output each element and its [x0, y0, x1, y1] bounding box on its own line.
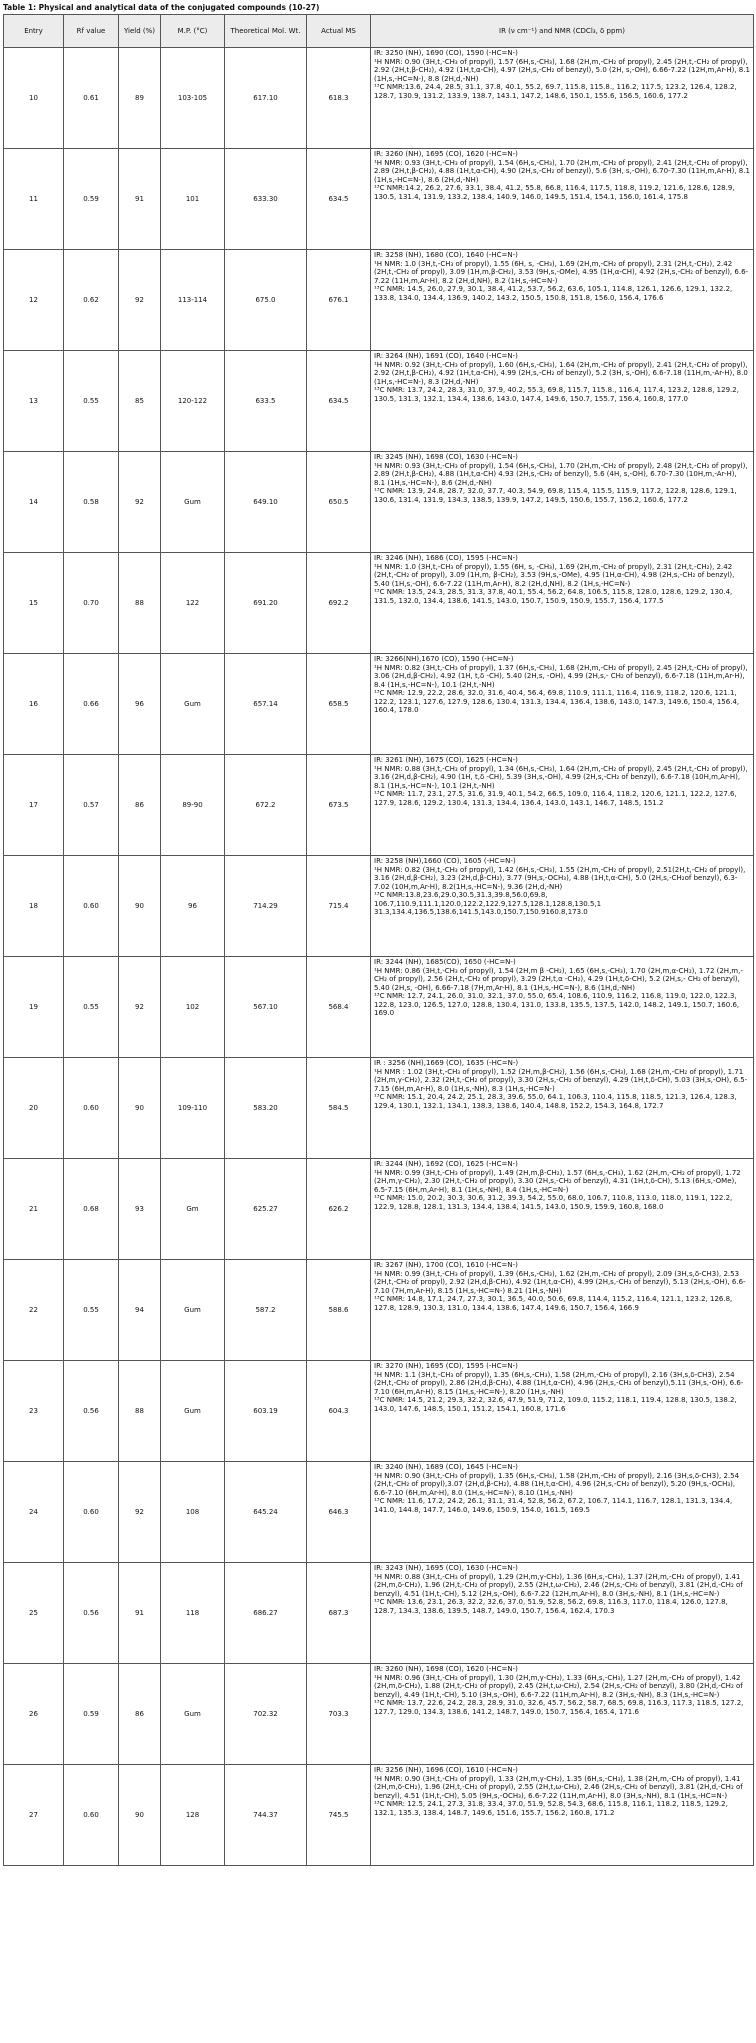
yield-cell: 85	[119, 351, 161, 452]
h-nmr-text: ¹H NMR: 0.90 (3H,t,-CH₃ of propyl), 1.35 (6H,s,-CH₃), 1.58 (2H,m,-CH₂ of propyl), 2.16 (3H,s,δ-CH3), 2.54 (2H,t,-CH₂ of propyl),3.07 (2H,d,β-CH₂), 4.88 (1H,t,α-CH), 4.96 (2H,s,-CH₂ of benzyl), 5.20 (9H,s,-OCH₃), 6.6-7.10 (6H,m,Ar-H), 8.0 (1H,s,-HC=N-), 8.10 (1H,s,-NH)	[374, 1471, 740, 1497]
yield-cell: 92	[119, 452, 161, 553]
ir-text: IR: 3244 (NH), 1685(CO), 1650 (-HC=N-)	[374, 958, 516, 966]
mol-wt-cell: 702.32	[225, 1664, 307, 1765]
actual-ms-cell: 646.3	[307, 1462, 371, 1563]
ir-text: IR: 3258 (NH),1660 (CO), 1605 (-HC=N-)	[374, 857, 516, 865]
actual-ms-cell: 618.3	[307, 48, 371, 149]
h-nmr-text: ¹H NMR: 0.92 (3H,t,-CH₃ of propyl), 1.60 (6H,s,-CH₃), 1.64 (2H,m,-CH₂ of propyl), 2.41 (2H,t,-CH₂ of propyl), 2.92 (2H,t,β-CH₂), 4.92 (1H,t,α-CH), 4.99 (2H,s,-CH₂ of benzyl), 5.2 (3H, s,-OH), 6.6-7.18 (11H,m,-Ar-H), 8.0 (1H,s,-HC=N-), 8.3 (2H,d,-NH)	[374, 360, 748, 386]
table-row	[4, 452, 754, 553]
ir-text: IR: 3266(NH),1670 (CO), 1590 (-HC=N-)	[374, 655, 514, 663]
h-nmr-text: ¹H NMR: 0.86 (3H,t,-CH₃ of propyl), 1.54 (2H,m β -CH₂), 1.65 (6H,s,-CH₃), 1.70 (2H,m,α-CH₂), 1.72 (2H,m,-CH₂ of propyl), 2.56 (2H,t,-CH₂ of propyl), 3.29 (2H,t,α -CH₂), 4.29 (1H,t,δ-CH), 5.2 (2H,s,- CH₂ of benzyl), 5.40 (2H,s, -OH), 6.66-7.18 (7H,m,Ar-H), 8.1 (1H,s,-HC=N-), 8.6 (1H,d,-NH)	[374, 966, 743, 992]
c13-nmr-text: ¹³C NMR: 12.9, 22.2, 28.6, 32.0, 31.6, 40.4, 56.4, 69.8, 110.9, 111.1, 116.4, 116.9, 118.2, 120.6, 121.1, 122.2, 123.1, 127.6, 127.9, 128.6, 130.4, 131.3, 134.4, 136.4, 138.6, 143.0, 147.3, 149.6, 150.4, 156.4, 160.4, 178.0	[374, 689, 740, 714]
c13-nmr-text: ¹³C NMR: 15.1, 20.4, 24.2, 25.1, 28.3, 39.6, 55.0, 64.1, 106.3, 110.4, 115.8, 118.5, 121.3, 126.4, 128.3, 129.4, 130.1, 132.1, 134.1, 138.3, 138.6, 140.4, 148.8, 152.2, 154.3, 164.8, 172.7	[374, 1093, 737, 1110]
h-nmr-text: ¹H NMR: 0.90 (3H,t,-CH₃ of propyl), 1.33 (2H,m,γ-CH₂), 1.35 (6H,s,-CH₃), 1.38 (2H,m,-CH₂ of propyl), 1.41 (2H,m,δ-CH₂), 1.96 (2H,t,-CH₂ of propyl), 2.55 (2H,t,ω-CH₂), 2.46 (2H,s,-CH₂ of benzyl), 3.81 (2H,d,-CH₂ of benzyl), 4.51 (1H,t,-CH), 5.05 (9H,s,-OCH₃), 6.6-7.22 (11H,m,Ar-H), 8.0 (3H,s,-NH), 8.1 (1H,s,-HC=N-)	[374, 1774, 743, 1800]
entry-cell: 22	[4, 1260, 64, 1361]
entry-cell: 12	[4, 250, 64, 351]
table-row	[4, 755, 754, 856]
h-nmr-text: ¹H NMR: 0.93 (3H,t,-CH₃ of propyl), 1.54 (6H,s,-CH₃), 1.70 (2H,m,-CH₂ of propyl), 2.41 (2H,t,-CH₂ of propyl), 2.89 (2H,t,β-CH₂), 4.88 (1H,t,α-CH), 4.90 (2H,s,-CH₂ of benzyl), 5.6 (3H, s,-OH), 6.70-7.30 (11H,m,Ar-H), 8.1 (1H,s,-HC=N-), 8.6 (2H,d,-NH)	[374, 158, 750, 184]
spectra-cell	[371, 351, 754, 452]
mol-wt-cell: 583.20	[225, 1058, 307, 1159]
yield-cell: 88	[119, 553, 161, 654]
actual-ms-cell: 634.5	[307, 351, 371, 452]
h-nmr-text: ¹H NMR: 0.93 (3H,t,-CH₃ of propyl), 1.54 (6H,s,-CH₃), 1.70 (2H,m,-CH₂ of propyl), 2.48 (2H,t,-CH₂ of propyl), 2.89 (2H,t,β-CH₂), 4.88 (1H,t,α-CH) 4.93 (2H,s,-CH₂ of benzyl), 5.6 (4H, s,-OH), 6.70-7.30 (10H,m,-Ar-H), 8.1 (1H,s,-HC=N-), 8.6 (2H,d,-NH)	[374, 461, 748, 487]
yield-cell: 96	[119, 654, 161, 755]
mp-cell: Gm	[161, 1159, 225, 1260]
table-row	[4, 856, 754, 957]
rf-cell: 0.56	[64, 1563, 119, 1664]
spectra-cell	[371, 250, 754, 351]
c13-nmr-text: ¹³C NMR: 13.7, 22.6, 24.2, 28.3, 28.9, 31.0, 32.6, 45.7, 56.2, 58.7, 68.5, 69.8, 116.3, 117.3, 118.5, 127.2, 127.7, 129.0, 134.3, 138.6, 141.2, 148.7, 149.0, 150.7, 156.4, 165.4, 171.6	[374, 1699, 744, 1716]
spectra-cell	[371, 149, 754, 250]
c13-nmr-text: ¹³C NMR:13.6, 24.4, 28.5, 31.1, 37.8, 40.1, 55.2, 69.7, 115.8, 115.8., 116.2, 117.5, 123.2, 126.4, 128.2, 128.7, 130.9, 131.2, 133.9, 138.7, 143.1, 147.2, 148.6, 150.1, 155.6, 156.5, 160.6, 177.2	[374, 83, 737, 100]
actual-ms-cell: 745.5	[307, 1765, 371, 1866]
mp-cell: 109-110	[161, 1058, 225, 1159]
mol-wt-cell: 587.2	[225, 1260, 307, 1361]
yield-cell: 93	[119, 1159, 161, 1260]
h-nmr-text: ¹H NMR: 0.99 (3H,t,-CH₃ of propyl), 1.49 (2H,m,β-CH₂), 1.57 (6H,s,-CH₃), 1.62 (2H,m,-CH₂ of propyl), 1.72 (2H,m,γ-CH₂), 2.30 (2H,t,-CH₂ of propyl), 3.30 (2H,s,-CH₂ of benzyl), 4.31 (1H,t,δ-CH), 5.13 (6H,s,-OMe), 6.5-7.15 (6H,m,Ar-H), 8.1 (1H,s,-NH), 8.4 (1H,s,-HC=N-)	[374, 1168, 741, 1194]
ir-text: IR: 3260 (NH), 1695 (CO), 1620 (-HC=N-)	[374, 150, 518, 158]
header-mp: M.P. (°C)	[161, 15, 225, 48]
entry-cell: 20	[4, 1058, 64, 1159]
mp-cell: 122	[161, 553, 225, 654]
h-nmr-text: ¹H NMR: 1.1 (3H,t,-CH₃ of propyl), 1.35 (6H,s,-CH₃), 1.58 (2H,m,-CH₂ of propyl), 2.16 (3H,s,δ-CH3), 2.54 (2H,t,-CH₂ of propyl), 2.86 (2H,d,β-CH₂), 4.88 (1H,t,α-CH), 4.96 (2H,s,-CH₂ of benzyl),5.11 (3H,s,-OH), 6.6-7.10 (6H,m,Ar-H), 8.15 (1H,s,-HC=N-), 8.20 (1H,s,-NH)	[374, 1370, 744, 1396]
entry-cell: 17	[4, 755, 64, 856]
c13-nmr-text: ¹³C NMR: 13.7, 24.2, 28.3, 31.0, 37.9, 40.2, 55.3, 69.8, 115.7, 115.8., 116.4, 117.4, 123.2, 128.8, 129.2, 130.5, 131.3, 132.1, 134.4, 138.6, 143.0, 147.4, 149.6, 150.7, 155.7, 156.4, 160.8, 177.0	[374, 386, 739, 403]
ir-text: IR: 3264 (NH), 1691 (CO), 1640 (-HC=N-)	[374, 352, 518, 360]
header-actual-ms: Actual MS	[307, 15, 371, 48]
mol-wt-cell: 633.30	[225, 149, 307, 250]
ir-text: IR: 3256 (NH), 1696 (CO), 1610 (-HC=N-)	[374, 1766, 518, 1774]
rf-cell: 0.58	[64, 452, 119, 553]
yield-cell: 86	[119, 1664, 161, 1765]
c13-nmr-text: ¹³C NMR: 14.5, 26.0, 27.9, 30.1, 38.4, 41.2, 53.7, 56.2, 63.6, 105.1, 114.8, 126.1, 126.6, 129.1, 132.2, 133.8, 134.0, 134.4, 136.9, 140.2, 143.2, 150.5, 150.8, 151.8, 156.0, 156.4, 176.6	[374, 285, 733, 302]
h-nmr-text: ¹H NMR: 1.0 (3H,t,-CH₃ of propyl), 1.55 (6H, s, -CH₃), 1.69 (2H,m,-CH₂ of propyl), 2.31 (2H,t,-CH₂), 2.42 (2H,t,-CH₂ of propyl), 3.09 (1H,m, β-CH₂), 3.53 (9H,s,-OMe), 4.95 (1H,α-CH), 4.98 (2H,s,-CH₂ of benzyl), 5.40 (1H,s,-OH), 6.6-7.22 (11H,m,Ar-H), 8.2 (2H,d,NH), 8.2 (1H,s,-HC=N-)	[374, 562, 735, 588]
rf-cell: 0.60	[64, 1765, 119, 1866]
table-row	[4, 149, 754, 250]
spectra-cell	[371, 856, 754, 957]
actual-ms-cell: 634.5	[307, 149, 371, 250]
ir-text: IR: 3250 (NH), 1690 (CO), 1590 (-HC=N-)	[374, 49, 518, 57]
ir-text: IR: 3258 (NH), 1680 (CO), 1640 (-HC=N-)	[374, 251, 518, 259]
entry-cell: 13	[4, 351, 64, 452]
spectra-cell	[371, 48, 754, 149]
ir-text: IR: 3243 (NH), 1695 (CO), 1630 (-HC=N-)	[374, 1564, 518, 1572]
actual-ms-cell: 588.6	[307, 1260, 371, 1361]
table-row	[4, 1260, 754, 1361]
mp-cell: 108	[161, 1462, 225, 1563]
c13-nmr-text: ¹³C NMR: 15.0, 20.2, 30.3, 30.6, 31.2, 39.3, 54.2, 55.0, 68.0, 106.7, 110.8, 113.0, 118.0, 119.1, 122.2, 122.9, 128.8, 128.1, 131.3, 134.4, 138.4, 141.5, 143.0, 150.9, 159.9, 160.8, 168.0	[374, 1194, 733, 1211]
header-yield: Yield (%)	[119, 15, 161, 48]
table-row	[4, 1159, 754, 1260]
h-nmr-text: ¹H NMR: 1.0 (3H,t,-CH₃ of propyl), 1.55 (6H, s, -CH₃), 1.69 (2H,m,-CH₂ of propyl), 2.31 (2H,t,-CH₂), 2.42 (2H,t,-CH₂ of propyl), 3.09 (1H,m,β-CH₂), 3.53 (9H,s,-OMe), 4.95 (1H,α-CH), 4.92 (2H,s,-CH₂ of benzyl), 6.6-7.22 (11H,m,Ar-H), 8.2 (2H,d,NH), 8.2 (1H,s,-HC=N-)	[374, 259, 749, 285]
actual-ms-cell: 604.3	[307, 1361, 371, 1462]
c13-nmr-text: ¹³C NMR: 12.5, 24.1, 27.3, 31.8, 33.4, 37.0, 51.9, 52.8, 54.3, 68.6, 115.8, 116.1, 118.2, 118.5, 129.2, 132.1, 135.3, 138.4, 148.7, 149.6, 151.6, 155.7, 156.2, 160.8, 171.2	[374, 1800, 728, 1817]
rf-cell: 0.55	[64, 1260, 119, 1361]
c13-nmr-text: ¹³C NMR: 11.7, 23.1, 27.5, 31.6, 31.9, 40.1, 54.2, 66.5, 109.0, 116.4, 118.2, 120.6, 121.1, 122.2, 127.6, 127.9, 128.6, 129.2, 130.4, 131.3, 134.4, 136.4, 143.0, 143.1, 146.7, 148.5, 151.2	[374, 790, 737, 807]
h-nmr-text: ¹H NMR: 0.99 (3H,t,-CH₃ of propyl), 1.39 (6H,s,-CH₃), 1.62 (2H,m,-CH₂ of propyl), 2.09 (3H,s,δ-CH3), 2.53 (2H,t,-CH₂ of propyl), 2.92 (2H,d,β-CH₂), 4.92 (1H,t,α-CH), 4.99 (2H,s,-CH₂ of benzyl), 5.13 (2H,s,-OH), 6.6-7.10 (7H,m,Ar-H), 8.15 (1H,s,-HC=N-) 8.21 (1H,s,-NH)	[374, 1269, 746, 1295]
actual-ms-cell: 715.4	[307, 856, 371, 957]
yield-cell: 92	[119, 1462, 161, 1563]
spectra-cell	[371, 1260, 754, 1361]
actual-ms-cell: 687.3	[307, 1563, 371, 1664]
mol-wt-cell: 686.27	[225, 1563, 307, 1664]
rf-cell: 0.66	[64, 654, 119, 755]
mol-wt-cell: 672.2	[225, 755, 307, 856]
mp-cell: 96	[161, 856, 225, 957]
entry-cell: 25	[4, 1563, 64, 1664]
c13-nmr-text: ¹³C NMR: 14.8, 17.1, 24.7, 27.3, 30.1, 36.5, 40.0, 50.6, 69.8, 114.4, 115.2, 116.4, 121.1, 123.2, 126.8, 127.8, 128.9, 130.3, 131.0, 134.4, 138.6, 147.4, 149.6, 150.7, 156.4, 166.9	[374, 1295, 733, 1312]
spectra-cell	[371, 1765, 754, 1866]
entry-cell: 26	[4, 1664, 64, 1765]
h-nmr-text: ¹H NMR: 0.90 (3H,t,-CH₃ of propyl), 1.57 (6H,s,-CH₃), 1.68 (2H,m,-CH₂ of propyl), 2.45 (2H,t,-CH₂ of propyl), 2.92 (2H,t,β-CH₂), 4.92 (1H,t,α-CH), 4.97 (2H,s,-CH₂ of benzyl), 5.0 (2H, s,-OH), 6.66-7.22 (12H,m,Ar-H), 8.1 (1H,s,-HC=N-), 8.8 (2H,d,-NH)	[374, 57, 750, 83]
spectra-cell	[371, 452, 754, 553]
header-spectra: IR (ν cm⁻¹) and NMR (CDCl₃, δ ppm)	[371, 15, 754, 48]
mp-cell: 128	[161, 1765, 225, 1866]
yield-cell: 91	[119, 1563, 161, 1664]
c13-nmr-text: ¹³C NMR:13.8,23.6,29.0,30.5,31.3,39.8,56.0,69.8, 106.7,110.9,111.1,120.0,122.2,122.9,127.5,128.1,128.8,130.5,1 31.3,134.4,136.5,138.6,141.5,143.0,150.7,150.9160.8,173.0	[374, 891, 602, 916]
yield-cell: 86	[119, 755, 161, 856]
mp-cell: 120-122	[161, 351, 225, 452]
c13-nmr-text: ¹³C NMR: 13.9, 24.8, 28.7, 32.0, 37.7, 40.3, 54.9, 69.8, 115.4, 115.5, 115.9, 117.2, 122.8, 128.6, 129.1, 130.6, 131.4, 131.9, 134.3, 138.5, 139.9, 147.2, 149.5, 150.6, 155.7, 156.2, 160.6, 177.2	[374, 487, 737, 504]
mp-cell: Gum	[161, 1361, 225, 1462]
h-nmr-text: ¹H NMR: 0.88 (3H,t,-CH₃ of propyl), 1.29 (2H,m,γ-CH₂), 1.36 (6H,s,-CH₃), 1.37 (2H,m,-CH₂ of propyl), 1.41 (2H,m,δ-CH₂), 1.96 (2H,t,-CH₂ of propyl), 2.55 (2H,t,ω-CH₂), 2.46 (2H,s,-CH₂ of benzyl), 3.81 (2H,d,-CH₂ of benzyl), 4.51 (1H,t,-CH), 5.12 (2H,s,-OH), 6.6-7.22 (12H,m,Ar-H), 8.0 (3H,s,-NH), 8.1 (1H,s,-HC=N-)	[374, 1572, 743, 1598]
header-row	[4, 15, 754, 48]
yield-cell: 89	[119, 48, 161, 149]
mol-wt-cell: 633.5	[225, 351, 307, 452]
table-row	[4, 1058, 754, 1159]
entry-cell: 10	[4, 48, 64, 149]
header-mol-wt: Theoretical Mol. Wt.	[225, 15, 307, 48]
table-row	[4, 1664, 754, 1765]
c13-nmr-text: ¹³C NMR: 13.6, 23.1, 26.3, 32.2, 32.6, 37.0, 51.9, 52.8, 56.2, 69.8, 116.3, 117.0, 118.4, 126.0, 127.8, 128.7, 134.3, 138.6, 139.5, 148.7, 149.0, 150.7, 156.4, 162.4, 170.3	[374, 1598, 728, 1615]
spectra-cell	[371, 654, 754, 755]
mol-wt-cell: 567.10	[225, 957, 307, 1058]
header-entry: Entry	[4, 15, 64, 48]
rf-cell: 0.60	[64, 856, 119, 957]
ir-text: IR: 3246 (NH), 1686 (CO), 1595 (-HC=N-)	[374, 554, 518, 562]
mp-cell: Gum	[161, 1260, 225, 1361]
table-row	[4, 351, 754, 452]
entry-cell: 14	[4, 452, 64, 553]
entry-cell: 19	[4, 957, 64, 1058]
yield-cell: 90	[119, 856, 161, 957]
yield-cell: 94	[119, 1260, 161, 1361]
actual-ms-cell: 673.5	[307, 755, 371, 856]
mol-wt-cell: 714.29	[225, 856, 307, 957]
h-nmr-text: ¹H NMR : 1.02 (3H,t,-CH₃ of propyl), 1.52 (2H,m,β-CH₂), 1.56 (6H,s,-CH₃), 1.68 (2H,m,-CH₂ of propyl), 1.71 (2H,m,γ-CH₂), 2.32 (2H,t,-CH₂ of propyl), 3.30 (2H,s,-CH₂ of benzyl), 4.29 (1H,t,δ-CH), 5.03 (3H,s,-OH), 6.5-7.15 (6H,m,Ar-H), 8.0 (1H,s,-NH), 8.3 (1H,s,-HC=N-)	[374, 1067, 748, 1093]
table-row	[4, 1765, 754, 1866]
ir-text: IR: 3270 (NH), 1695 (CO), 1595 (-HC=N-)	[374, 1362, 518, 1370]
rf-cell: 0.59	[64, 149, 119, 250]
spectra-cell	[371, 755, 754, 856]
yield-cell: 92	[119, 957, 161, 1058]
entry-cell: 11	[4, 149, 64, 250]
yield-cell: 92	[119, 250, 161, 351]
mol-wt-cell: 657.14	[225, 654, 307, 755]
rf-cell: 0.62	[64, 250, 119, 351]
ir-text: IR: 3244 (NH), 1692 (CO), 1625 (-HC=N-)	[374, 1160, 518, 1168]
mol-wt-cell: 675.0	[225, 250, 307, 351]
mp-cell: 101	[161, 149, 225, 250]
mol-wt-cell: 649.10	[225, 452, 307, 553]
mp-cell: Gum	[161, 654, 225, 755]
h-nmr-text: ¹H NMR: 0.96 (3H,t,-CH₃ of propyl), 1.30 (2H,m,γ-CH₂), 1.33 (6H,s,-CH₃), 1.27 (2H,m,-CH₂ of propyl), 1.42 (2H,m,δ-CH₂), 1.88 (2H,t,-CH₂ of propyl), 2.45 (2H,t,ω-CH₂), 2.54 (2H,s,-CH₂ of benzyl), 3.80 (2H,d,-CH₂ of benzyl), 4.49 (1H,t,-CH), 5.10 (3H,s,-OH), 6.6-7.22 (11H,m,Ar-H), 8.2 (3H,s,-NH), 8.3 (1H,s,-HC=N-)	[374, 1673, 743, 1699]
c13-nmr-text: ¹³C NMR:14.2, 26.2, 27.6, 33.1, 38.4, 41.2, 55.8, 66.8, 116.4, 117.5, 118.8, 119.2, 121.6, 128.6, 128.9, 130.5, 131.4, 131.9, 133.2, 138.4, 140.9, 146.0, 149.5, 151.4, 154.1, 156.0, 161.4, 175.8	[374, 184, 735, 201]
entry-cell: 24	[4, 1462, 64, 1563]
spectra-cell	[371, 1462, 754, 1563]
actual-ms-cell: 692.2	[307, 553, 371, 654]
mol-wt-cell: 603.19	[225, 1361, 307, 1462]
rf-cell: 0.60	[64, 1058, 119, 1159]
mol-wt-cell: 617.10	[225, 48, 307, 149]
entry-cell: 15	[4, 553, 64, 654]
entry-cell: 21	[4, 1159, 64, 1260]
data-table	[3, 14, 754, 1866]
mp-cell: 113-114	[161, 250, 225, 351]
table-row	[4, 1462, 754, 1563]
table-row	[4, 1361, 754, 1462]
c13-nmr-text: ¹³C NMR: 14.5, 21.2, 29.3, 32.2, 32.6, 47.9, 51.9, 71.2, 109.0, 115.2, 118.1, 119.4, 128.8, 130.5, 138.2, 143.0, 147.6, 148.5, 150.1, 151.2, 154.1, 160.8, 171.6	[374, 1396, 737, 1413]
mp-cell: 89-90	[161, 755, 225, 856]
entry-cell: 16	[4, 654, 64, 755]
mp-cell: 103-105	[161, 48, 225, 149]
mol-wt-cell: 691.20	[225, 553, 307, 654]
c13-nmr-text: ¹³C NMR: 13.5, 24.3, 28.5, 31.3, 37.8, 40.1, 55.4, 56.2, 64.8, 106.5, 115.8, 128.0, 128.6, 129.2, 130.4, 131.5, 132.0, 134.4, 138.6, 141.5, 143.0, 150.7, 150.9, 150.9, 155.7, 156.4, 177.5	[374, 588, 733, 605]
spectra-cell	[371, 553, 754, 654]
actual-ms-cell: 676.1	[307, 250, 371, 351]
actual-ms-cell: 703.3	[307, 1664, 371, 1765]
rf-cell: 0.55	[64, 957, 119, 1058]
mol-wt-cell: 625.27	[225, 1159, 307, 1260]
h-nmr-text: ¹H NMR: 0.88 (3H,t,-CH₃ of propyl), 1.34 (6H,s,-CH₃), 1.64 (2H,m,-CH₂ of propyl), 2.45 (2H,t,-CH₂ of propyl), 3.16 (2H,d,β-CH₂), 4.90 (1H, t,δ -CH), 5.39 (3H,s,-OH), 4.99 (2H,s,-CH₂ of benzyl), 6.6-7.18 (10H,m,Ar-H), 8.1 (1H,s,-HC=N-), 10.1 (2H,t,-NH)	[374, 764, 748, 790]
mol-wt-cell: 645.24	[225, 1462, 307, 1563]
ir-text: IR: 3240 (NH), 1689 (CO), 1645 (-HC=N-)	[374, 1463, 518, 1471]
spectra-cell	[371, 957, 754, 1058]
rf-cell: 0.56	[64, 1361, 119, 1462]
rf-cell: 0.55	[64, 351, 119, 452]
entry-cell: 23	[4, 1361, 64, 1462]
spectra-cell	[371, 1159, 754, 1260]
spectra-cell	[371, 1664, 754, 1765]
mp-cell: Gum	[161, 452, 225, 553]
table-row	[4, 1563, 754, 1664]
actual-ms-cell: 650.5	[307, 452, 371, 553]
entry-cell: 27	[4, 1765, 64, 1866]
table-row	[4, 250, 754, 351]
actual-ms-cell: 584.5	[307, 1058, 371, 1159]
ir-text: IR: 3261 (NH), 1675 (CO), 1625 (-HC=N-)	[374, 756, 518, 764]
h-nmr-text: ¹H NMR: 0.82 (3H,t,-CH₃ of propyl), 1.42 (6H,s,-CH₃), 1.55 (2H,m,-CH₂ of propyl), 2.51(2H,t,-CH₂ of propyl), 3.16 (2H,d,β-CH₂), 3.23 (2H,d,β-CH₂), 3.77 (9H,s,-OCH₃), 4.88 (1H,t,α-CH), 5.0 (2H,s,-CH₂of benzyl), 6.3-7.02 (10H,m,Ar-H), 8.2(1H,s,-HC=N-), 9.36 (2H,d,-NH)	[374, 865, 746, 891]
yield-cell: 90	[119, 1058, 161, 1159]
table-row	[4, 48, 754, 149]
rf-cell: 0.57	[64, 755, 119, 856]
rf-cell: 0.70	[64, 553, 119, 654]
mol-wt-cell: 744.37	[225, 1765, 307, 1866]
rf-cell: 0.61	[64, 48, 119, 149]
yield-cell: 91	[119, 149, 161, 250]
rf-cell: 0.59	[64, 1664, 119, 1765]
yield-cell: 90	[119, 1765, 161, 1866]
spectra-cell	[371, 1361, 754, 1462]
table-row	[4, 957, 754, 1058]
c13-nmr-text: ¹³C NMR: 12.7, 24.1, 26.0, 31.0, 32.1, 37.0, 55.0, 65.4, 108.6, 110.9, 116.2, 116.8, 119.0, 122.0, 122.3, 122.8, 123.0, 126.5, 127.0, 128.8, 130.4, 131.0, 133.8, 135.5, 137.5, 142.0, 148.2, 149.1, 150.7, 160.6, 169.0	[374, 992, 740, 1017]
actual-ms-cell: 568.4	[307, 957, 371, 1058]
h-nmr-text: ¹H NMR: 0.82 (3H,t,-CH₃ of propyl), 1.37 (6H,s,-CH₃), 1.68 (2H,m,-CH₂ of propyl), 2.45 (2H,t,-CH₂ of propyl), 3.06 (2H,d,β-CH₂), 4.92 (1H, t,δ -CH), 5.40 (2H,s, -OH), 4.99 (2H,s,- CH₂ of benzyl), 6.6-7.18 (11H,m,Ar-H), 8.4 (1H,s,-HC=N-), 10.1 (2H,t,-NH)	[374, 663, 748, 689]
spectra-cell	[371, 1563, 754, 1664]
mp-cell: Gum	[161, 1664, 225, 1765]
actual-ms-cell: 658.5	[307, 654, 371, 755]
actual-ms-cell: 626.2	[307, 1159, 371, 1260]
ir-text: IR: 3260 (NH), 1698 (CO), 1620 (-HC=N-)	[374, 1665, 518, 1673]
ir-text: IR : 3256 (NH),1669 (CO), 1635 (-HC=N-)	[374, 1059, 519, 1067]
ir-text: IR: 3245 (NH), 1698 (CO), 1630 (-HC=N-)	[374, 453, 518, 461]
spectra-cell	[371, 1058, 754, 1159]
table-row	[4, 654, 754, 755]
mp-cell: 102	[161, 957, 225, 1058]
header-rf: Rf value	[64, 15, 119, 48]
entry-cell: 18	[4, 856, 64, 957]
ir-text: IR: 3267 (NH), 1700 (CO), 1610 (-HC=N-)	[374, 1261, 518, 1269]
c13-nmr-text: ¹³C NMR: 11.6, 17.2, 24.2, 26.1, 31.1, 31.4, 52.8, 56.2, 67.2, 106.7, 114.1, 116.7, 128.1, 131.3, 134.4, 141.0, 144.8, 147.7, 146.0, 149.6, 150.9, 154.0, 161.5, 169.5	[374, 1497, 733, 1514]
mp-cell: 118	[161, 1563, 225, 1664]
yield-cell: 88	[119, 1361, 161, 1462]
table-caption: Table 1: Physical and analytical data of the conjugated compounds (10-27)	[3, 3, 320, 12]
table-row	[4, 553, 754, 654]
rf-cell: 0.60	[64, 1462, 119, 1563]
rf-cell: 0.68	[64, 1159, 119, 1260]
